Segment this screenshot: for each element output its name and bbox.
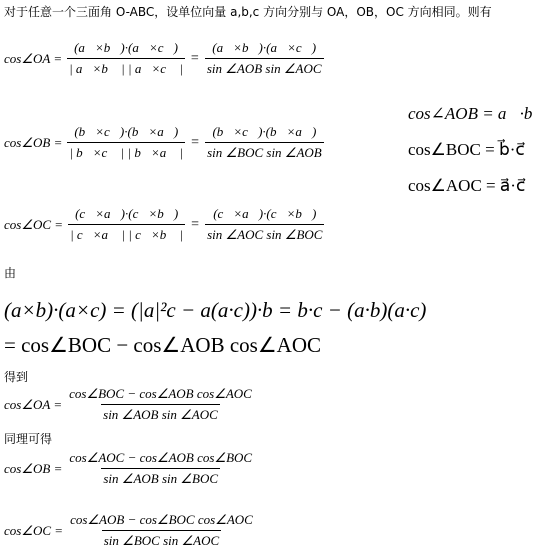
eq-oc-lhs: cos∠OC = (4, 216, 64, 232)
side-cos-boc: cos∠BOC = b⃗·c⃗ (408, 140, 525, 159)
label-dedao: 得到 (4, 370, 29, 384)
side-cos-aoc: cos∠AOC = a⃗·c⃗ (408, 176, 526, 195)
result-cos-ob (4, 450, 257, 487)
intro-text: 对于任意一个三面角 O-ABC，设单位向量 a,b,c 方向分别与 OA，OB，OC 方向相同。则有 (4, 5, 492, 19)
res-oa-lhs: cos∠OA = (4, 396, 63, 412)
label-you: 由 (4, 266, 17, 280)
eq-oa-fraction-2 (205, 40, 324, 77)
equation-cos-oc (4, 206, 327, 243)
eq-ob-lhs: cos∠OB = (4, 134, 63, 150)
eq-oa-f2-numerator: (a⃗×b⃗)·(a⃗×c⃗) (212, 40, 317, 55)
label-tongli: 同理可得 (4, 432, 53, 446)
result-cos-oc (4, 512, 258, 549)
res-ob-numerator: cos∠AOC − cos∠AOB cos∠BOC (69, 450, 253, 465)
equals-sign: = (191, 216, 200, 232)
result-cos-oa (4, 386, 257, 423)
res-oc-numerator: cos∠AOB − cos∠BOC cos∠AOC (70, 512, 253, 527)
res-oa-denominator: sin ∠AOB sin ∠AOC (101, 404, 220, 423)
eq-oa-fraction-1 (67, 40, 185, 77)
eq-ob-f1-numerator: (b⃗×c⃗)·(b⃗×a⃗) (74, 124, 179, 139)
eq-ob-fraction-1 (67, 124, 185, 161)
expansion-line-1: (a×b)·(a×c) = (|a|²c − a(a·c))·b = b·c − (a·b)(a·c) (4, 298, 427, 322)
eq-oa-lhs: cos∠OA = (4, 50, 63, 66)
eq-oc-fraction-2 (205, 206, 324, 243)
eq-oc-f2-numerator: (c⃗×a⃗)·(c⃗×b⃗) (213, 206, 317, 221)
equals-sign: = (190, 50, 199, 66)
eq-ob-f2-numerator: (b⃗×c⃗)·(b⃗×a⃗) (212, 124, 317, 139)
res-oa-fraction (67, 386, 254, 423)
res-oa-numerator: cos∠BOC − cos∠AOB cos∠AOC (69, 386, 252, 401)
res-ob-lhs: cos∠OB = (4, 460, 63, 476)
side-cos-aob: cos∠AOB = a⃗·b⃗ (408, 104, 546, 123)
eq-oc-f1-denominator: | c⃗×a⃗ | | c⃗×b⃗ | (68, 224, 185, 243)
equals-sign: = (191, 134, 200, 150)
eq-ob-f2-denominator: sin ∠BOC sin ∠AOB (205, 142, 324, 161)
eq-oa-f1-numerator: (a⃗×b⃗)·(a⃗×c⃗) (74, 40, 178, 55)
res-ob-denominator: sin ∠AOB sin ∠BOC (101, 468, 220, 487)
eq-ob-fraction-2 (205, 124, 324, 161)
eq-oc-fraction-1 (68, 206, 185, 243)
res-ob-fraction (67, 450, 254, 487)
equation-cos-oa (4, 40, 327, 77)
eq-oc-f2-denominator: sin ∠AOC sin ∠BOC (205, 224, 324, 243)
eq-ob-f1-denominator: | b⃗×c⃗ | | b⃗×a⃗ | (67, 142, 185, 161)
eq-oc-f1-numerator: (c⃗×a⃗)·(c⃗×b⃗) (75, 206, 179, 221)
res-oc-lhs: cos∠OC = (4, 522, 64, 538)
res-oc-denominator: sin ∠BOC sin ∠AOC (102, 530, 221, 549)
res-oc-fraction (68, 512, 255, 549)
eq-oa-f1-denominator: | a⃗×b⃗ | | a⃗×c⃗ | (67, 58, 185, 77)
eq-oa-f2-denominator: sin ∠AOB sin ∠AOC (205, 58, 324, 77)
expansion-line-2: = cos∠BOC − cos∠AOB cos∠AOC (4, 333, 321, 357)
equation-cos-ob (4, 124, 327, 161)
